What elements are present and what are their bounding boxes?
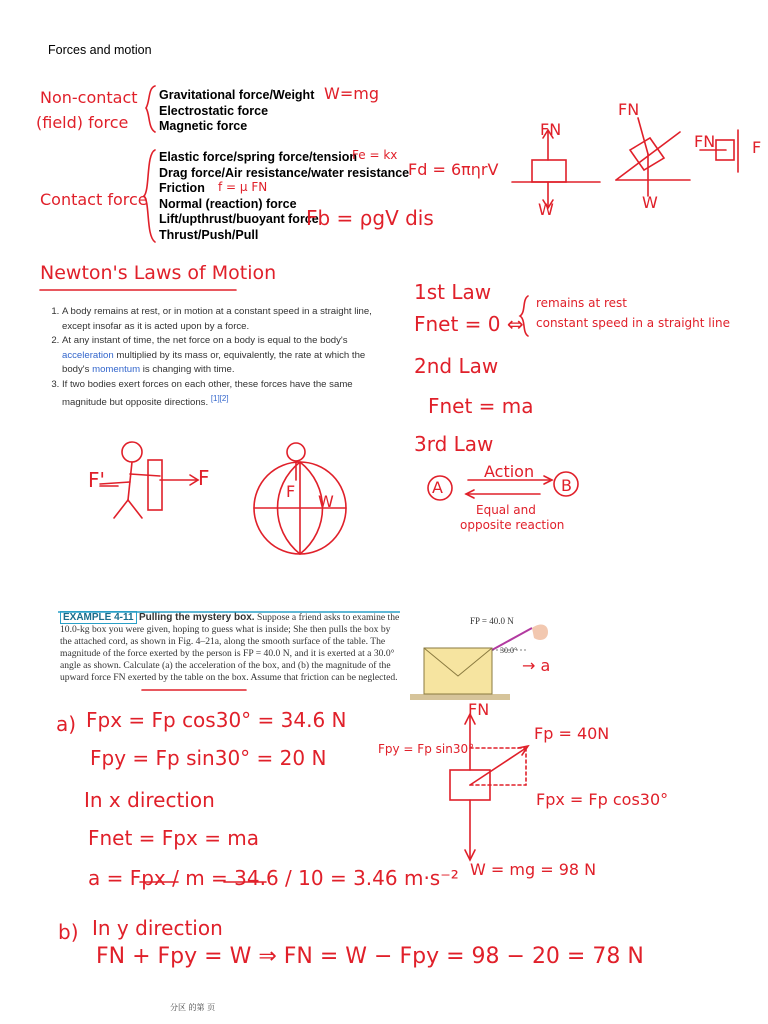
contact-brace <box>144 150 155 242</box>
first-law-brace <box>520 296 528 336</box>
friction-note: f = μ FN <box>218 180 268 194</box>
list-item: Drag force/Air resistance/water resistance <box>159 165 410 180</box>
fbd-fpy-label: Fpy = Fp sin30° <box>378 742 475 756</box>
page-title: Forces and motion <box>48 43 152 57</box>
sketch-w: W <box>318 492 334 511</box>
pulled-box-diagram <box>700 130 738 172</box>
list-item: Friction <box>159 181 205 195</box>
list-item: Electrostatic force <box>159 103 269 118</box>
noncontact-label-1: Non-contact <box>40 88 138 107</box>
solution-final: FN + Fpy = W ⇒ FN = W − Fpy = 98 − 20 = 78 N <box>96 944 644 969</box>
weight-note: W=mg <box>324 84 379 103</box>
fbd-fn-label: FN <box>468 700 490 719</box>
acceleration-link[interactable]: acceleration <box>62 349 114 361</box>
fig-accel-note: → a <box>522 656 551 675</box>
fbd-fpx-label: Fpx = Fp cos30° <box>536 790 669 809</box>
fig-force-label: FP = 40.0 N <box>470 616 514 626</box>
diagram-normal-label-3: FN <box>694 132 716 151</box>
solution-b-label: b) <box>58 920 79 944</box>
free-body-diagram <box>450 714 528 860</box>
example-tag: EXAMPLE 4-11 <box>60 611 137 624</box>
example-figure <box>410 625 551 700</box>
person-pushing-sketch <box>100 442 198 518</box>
action-label: Action <box>484 462 535 481</box>
reaction-label-2: opposite reaction <box>460 518 565 532</box>
list-item: Thrust/Push/Pull <box>159 227 259 242</box>
example-title: Pulling the mystery box. <box>139 612 255 623</box>
spring-note: Fe = kx <box>352 148 398 162</box>
diagram-force-label: F <box>752 138 762 157</box>
buoyant-note: Fb = ρgV dis <box>306 206 434 230</box>
solution-y-dir: In y direction <box>92 916 223 940</box>
page-footer: 分区 的第 页 <box>170 1003 216 1012</box>
list-item: Normal (reaction) force <box>159 196 297 211</box>
noncontact-brace <box>146 86 155 132</box>
second-law-title: 2nd Law <box>414 354 499 378</box>
list-item: Elastic force/spring force/tension <box>159 150 357 164</box>
solution-fpx: Fpx = Fp cos30° = 34.6 N <box>86 708 347 732</box>
diagram-weight-label-2: W <box>642 193 658 212</box>
fbd-w-label: W = mg = 98 N <box>470 860 597 879</box>
sketch-f-left: F' <box>88 468 106 492</box>
body-a-label: A <box>432 478 443 497</box>
law-1: 1. A body remains at rest, or in motion at a constant speed in a straight line, except insofar as it is acted upon by a force. <box>62 305 386 334</box>
first-law-eq: Fnet = 0 ⇔ <box>414 312 524 336</box>
diagram-normal-label-1: FN <box>540 120 562 139</box>
fig-angle-label: 30.0° <box>500 646 518 655</box>
third-law-title: 3rd Law <box>414 432 494 456</box>
solution-a-label: a) <box>56 712 77 736</box>
sketch-f-right: F <box>198 466 210 490</box>
first-law-rest: remains at rest <box>536 296 627 310</box>
third-law-diagram <box>428 472 578 500</box>
solution-fnet: Fnet = Fpx = ma <box>88 826 260 850</box>
reaction-label-1: Equal and <box>476 503 536 517</box>
solution-fpy: Fpy = Fp sin30° = 20 N <box>90 746 327 770</box>
solution-a-eq: a = Fpx / m = 34.6 / 10 = 3.46 m·s⁻² <box>88 866 459 890</box>
first-law-speed: constant speed in a straight line <box>536 316 730 330</box>
diagram-normal-label-2: FN <box>618 100 640 119</box>
example-body: Suppose a friend asks to examine the 10.0-kg box you were given, hoping to guess what is inside; She then pulls the box by the attached cord, as shown in Fig. 4–21a, along the smooth surface of the table. The magnitude of the force exerted by the person is FP = 40.0 N, and it is exerted at a 30.0° angle as shown. Calculate (a) the acceleration of the box, and (b) the magnitude of the upward force FN exerted by the table on the box. Assume that friction can be neglected. <box>60 612 400 683</box>
law-2: 2. At any instant of time, the net force on a body is equal to the body's acceleration multiplied by its mass or, equivalently, the rate at which the body's momentum is changing with time. <box>62 334 386 378</box>
second-law-eq: Fnet = ma <box>428 394 534 418</box>
drag-note: Fd = 6πηrV <box>408 160 499 179</box>
first-law-title: 1st Law <box>414 280 492 304</box>
citation-link[interactable]: [1][2] <box>210 394 229 403</box>
earth-sketch <box>254 443 346 554</box>
list-item: Lift/upthrust/buoyant force <box>159 212 319 226</box>
sketch-f: F <box>286 482 296 501</box>
diagram-weight-label-1: W <box>538 200 554 219</box>
contact-label: Contact force <box>40 190 148 209</box>
incline-diagram <box>616 118 690 196</box>
list-item: Magnetic force <box>159 119 248 133</box>
body-b-label: B <box>561 476 572 495</box>
box-on-floor-diagram <box>512 130 600 208</box>
list-item: Gravitational force/Weight <box>159 88 315 102</box>
solution-x-dir: In x direction <box>84 788 215 812</box>
momentum-link[interactable]: momentum <box>92 364 141 375</box>
fbd-fp-label: Fp = 40N <box>534 724 610 743</box>
newton-heading: Newton's Laws of Motion <box>40 262 277 284</box>
law-3: 3. If two bodies exert forces on each other, these forces have the same magnitude but opposite directions. [1][2] <box>62 378 386 411</box>
noncontact-label-2: (field) force <box>36 113 129 132</box>
